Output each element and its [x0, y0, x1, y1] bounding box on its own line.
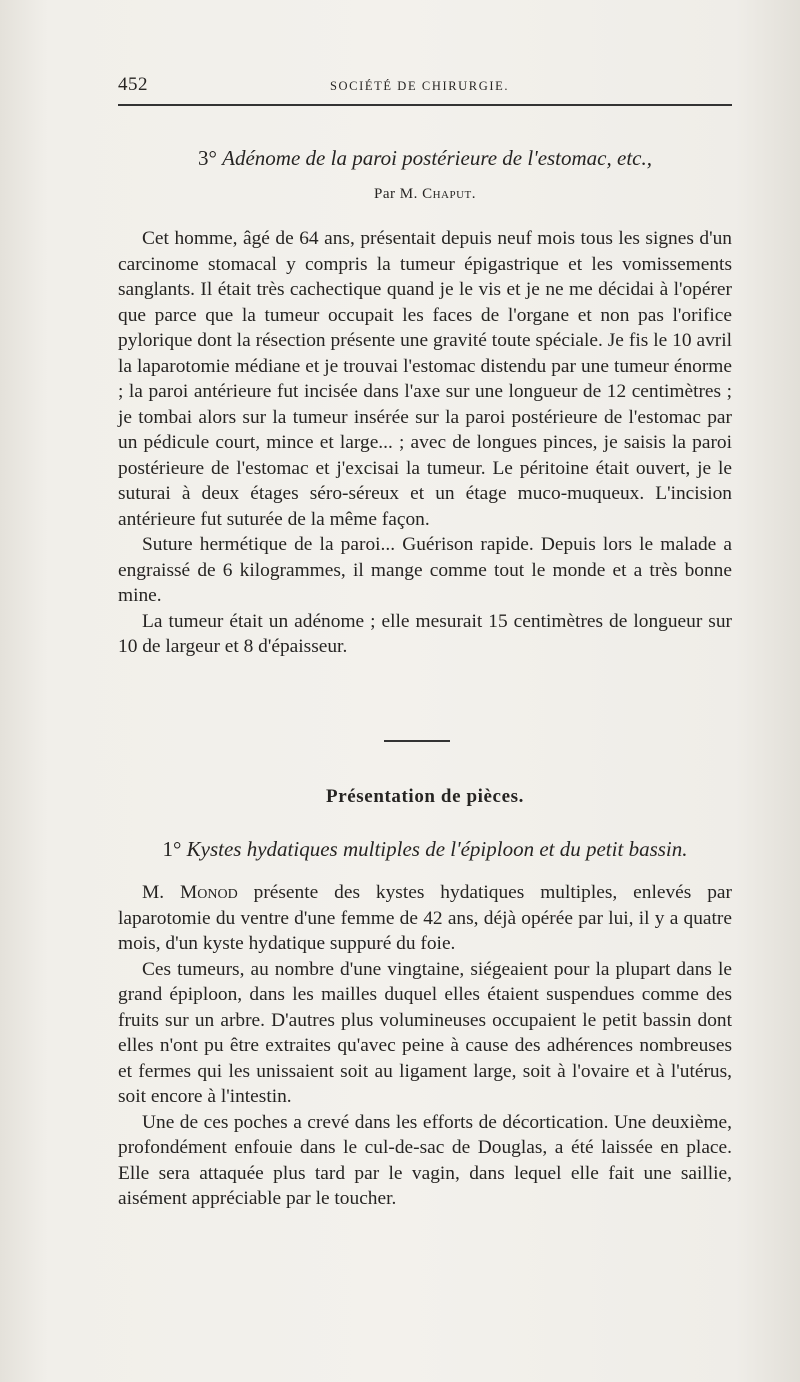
- author-prefix: Par M.: [373, 186, 418, 202]
- section-paragraph: Ces tumeurs, au nombre d'une vingtaine, siégeaient pour la plupart dans le grand épiploon, dans les mailles duquel elles étaient suspendues comme des fruits sur un arbre. D'autres plus volumineuses occupaient le petit bassin dont elles n'ont pu être extraites qu'avec peine à cause des adhérences nombreuses et fermes qui les unissaient soit au ligament large, soit à l'ovaire et à l'utérus, soit encore à l'intestin.: [118, 958, 732, 1107]
- subtitle-text: Kystes hydatiques multiples de l'épiploon et du petit bassin.: [186, 837, 688, 861]
- monod-name: Monod: [180, 882, 238, 903]
- section-divider: [384, 740, 450, 742]
- article-title: [118, 146, 732, 171]
- header-rule: [118, 104, 732, 106]
- section-heading: Présentation de pièces.: [326, 786, 524, 807]
- monod-text: présente des kystes hydatiques multiples, enlevés par laparotomie du ventre d'une femme de 42 ans, déjà opérée par lui, il y a quatre mois, d'un kyste hydatique suppuré du foie.: [118, 882, 732, 954]
- article-paragraph: Suture hermétique de la paroi... Guérison rapide. Depuis lors le malade a engraissé de 6 kilogrammes, il mange comme tout le monde et a très bonne mine.: [118, 534, 732, 606]
- article-author: [118, 186, 732, 203]
- article-title-number: 3°: [198, 146, 217, 170]
- section-body: [118, 880, 732, 1212]
- article-title-text: Adénome de la paroi postérieure de l'estomac, etc.,: [222, 146, 652, 170]
- section-subtitle: [118, 837, 732, 862]
- author-name: Chaput.: [422, 186, 477, 202]
- running-title: SOCIÉTÉ DE CHIRURGIE.: [330, 79, 510, 93]
- page-number: 452: [118, 74, 148, 95]
- monod-prefix: M.: [142, 882, 165, 903]
- subtitle-number: 1°: [162, 837, 182, 861]
- running-head: [118, 74, 732, 100]
- article-paragraph: Cet homme, âgé de 64 ans, présentait depuis neuf mois tous les signes d'un carcinome stomacal y compris la tumeur épigastrique et les vomissements sanglants. Il était très cachectique quand je le vis et je ne me décidai à l'opérer que parce que la tumeur occupait les faces de l'organe et non pas l'orifice pylorique dont la résection présente une gravité toute spéciale. Je fis le 10 avril la laparotomie médiane et je trouvai l'estomac distendu par une tumeur énorme ; la paroi antérieure fut incisée dans l'axe sur une longueur de 12 centimètres ; je tombai alors sur la tumeur insérée sur la paroi postérieure de l'estomac par un pédicule court, mince et large... ; avec de longues pinces, je saisis la paroi postérieure de l'estomac et j'excisai la tumeur. Le péritoine était ouvert, je le suturai à deux étages séro-séreux et un étage muco-muqueux. L'incision antérieure fut suturée de la même façon.: [118, 228, 732, 530]
- article-paragraph: La tumeur était un adénome ; elle mesurait 15 centimètres de longueur sur 10 de largeur et 8 d'épaisseur.: [118, 610, 732, 657]
- article-body: [118, 226, 732, 660]
- section-paragraph: [118, 880, 732, 957]
- section-paragraph: Une de ces poches a crevé dans les efforts de décortication. Une deuxième, profondément enfouie dans le cul-de-sac de Douglas, a été laissée en place. Elle sera attaquée plus tard par le vagin, dans lequel elle fait une saillie, aisément appréciable par le toucher.: [118, 1111, 732, 1209]
